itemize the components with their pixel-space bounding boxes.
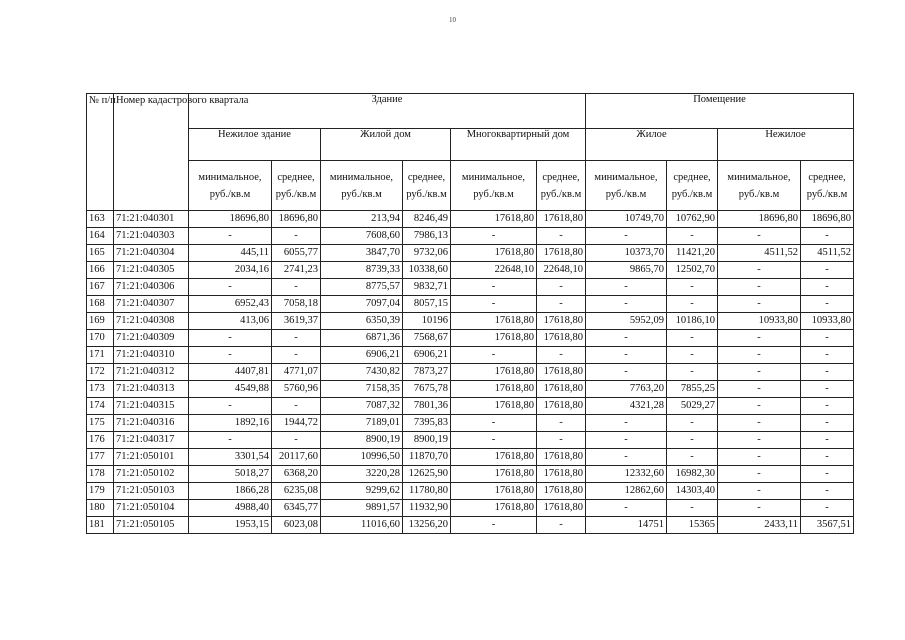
value-cell: 17618,80 <box>537 398 586 415</box>
value-cell: 4771,07 <box>272 364 321 381</box>
value-cell: 8246,49 <box>403 211 451 228</box>
value-cell: 17618,80 <box>451 500 537 517</box>
col-header-number: № п/п <box>87 94 114 211</box>
table-row <box>87 296 854 313</box>
value-cell: - <box>801 296 854 313</box>
row-number-cell: 175 <box>87 415 114 432</box>
page-number: 10 <box>449 16 456 24</box>
value-cell: 7395,83 <box>403 415 451 432</box>
table-row <box>87 262 854 279</box>
col-header-avg: среднее, руб./кв.м <box>667 161 718 211</box>
value-cell: 7675,78 <box>403 381 451 398</box>
cadastral-quarter-cell: 71:21:040301 <box>114 211 189 228</box>
value-cell: 10933,80 <box>718 313 801 330</box>
value-cell: - <box>718 466 801 483</box>
value-cell: - <box>451 228 537 245</box>
value-cell: - <box>586 296 667 313</box>
table-row <box>87 517 854 534</box>
value-cell: - <box>718 279 801 296</box>
value-cell: - <box>718 262 801 279</box>
value-cell: - <box>586 449 667 466</box>
value-cell: - <box>537 517 586 534</box>
cadastral-quarter-cell: 71:21:050102 <box>114 466 189 483</box>
value-cell: 8739,33 <box>321 262 403 279</box>
cadastral-quarter-cell: 71:21:040310 <box>114 347 189 364</box>
value-cell: - <box>667 296 718 313</box>
value-cell: - <box>272 330 321 347</box>
value-cell: 6906,21 <box>321 347 403 364</box>
value-cell: 17618,80 <box>451 245 537 262</box>
value-cell: - <box>586 432 667 449</box>
value-cell: 4511,52 <box>718 245 801 262</box>
value-cell: 3567,51 <box>801 517 854 534</box>
value-cell: 4549,88 <box>189 381 272 398</box>
value-cell: 4321,28 <box>586 398 667 415</box>
value-cell: 8057,15 <box>403 296 451 313</box>
value-cell: - <box>718 432 801 449</box>
value-cell: 3619,37 <box>272 313 321 330</box>
table-row <box>87 483 854 500</box>
value-cell: 10762,90 <box>667 211 718 228</box>
cadastral-value-table <box>86 93 854 534</box>
cadastral-quarter-cell: 71:21:040313 <box>114 381 189 398</box>
value-cell: 6871,36 <box>321 330 403 347</box>
table-body <box>87 211 854 534</box>
value-cell: - <box>801 279 854 296</box>
group-header-premises: Помещение <box>586 94 854 129</box>
value-cell: - <box>451 347 537 364</box>
row-number-cell: 180 <box>87 500 114 517</box>
row-number-cell: 169 <box>87 313 114 330</box>
row-number-cell: 171 <box>87 347 114 364</box>
value-cell: 5760,96 <box>272 381 321 398</box>
value-cell: 6350,39 <box>321 313 403 330</box>
value-cell: - <box>586 279 667 296</box>
value-cell: 17618,80 <box>451 364 537 381</box>
value-cell: 18696,80 <box>801 211 854 228</box>
value-cell: - <box>272 398 321 415</box>
value-cell: 6906,21 <box>403 347 451 364</box>
value-cell: 22648,10 <box>537 262 586 279</box>
value-cell: - <box>586 364 667 381</box>
value-cell: - <box>667 415 718 432</box>
value-cell: 17618,80 <box>537 364 586 381</box>
col-header-avg: среднее, руб./кв.м <box>403 161 451 211</box>
value-cell: - <box>718 500 801 517</box>
value-cell: - <box>451 279 537 296</box>
value-cell: 7058,18 <box>272 296 321 313</box>
cadastral-quarter-cell: 71:21:040306 <box>114 279 189 296</box>
value-cell: - <box>451 432 537 449</box>
value-cell: - <box>667 500 718 517</box>
value-cell: - <box>667 347 718 364</box>
value-cell: 2741,23 <box>272 262 321 279</box>
col-header-avg: среднее, руб./кв.м <box>272 161 321 211</box>
value-cell: 9891,57 <box>321 500 403 517</box>
value-cell: 11421,20 <box>667 245 718 262</box>
value-cell: 10933,80 <box>801 313 854 330</box>
value-cell: - <box>272 228 321 245</box>
value-cell: 8900,19 <box>403 432 451 449</box>
value-cell: 16982,30 <box>667 466 718 483</box>
value-cell: - <box>801 347 854 364</box>
row-number-cell: 177 <box>87 449 114 466</box>
value-cell: 6055,77 <box>272 245 321 262</box>
value-cell: - <box>718 415 801 432</box>
value-cell: - <box>189 279 272 296</box>
cadastral-quarter-cell: 71:21:040309 <box>114 330 189 347</box>
value-cell: - <box>537 432 586 449</box>
table-row <box>87 415 854 432</box>
value-cell: - <box>718 398 801 415</box>
value-cell: - <box>801 483 854 500</box>
value-cell: - <box>801 228 854 245</box>
value-cell: 17618,80 <box>537 245 586 262</box>
value-cell: 7801,36 <box>403 398 451 415</box>
value-cell: 7158,35 <box>321 381 403 398</box>
value-cell: 17618,80 <box>537 500 586 517</box>
col-header-cadastral-quarter: Номер кадастрового квартала <box>114 94 189 211</box>
value-cell: 17618,80 <box>537 381 586 398</box>
table-row <box>87 228 854 245</box>
table-row <box>87 398 854 415</box>
value-cell: 13256,20 <box>403 517 451 534</box>
value-cell: 10373,70 <box>586 245 667 262</box>
value-cell: 6952,43 <box>189 296 272 313</box>
value-cell: 7873,27 <box>403 364 451 381</box>
value-cell: - <box>189 347 272 364</box>
col-header-avg: среднее, руб./кв.м <box>801 161 854 211</box>
value-cell: 2433,11 <box>718 517 801 534</box>
value-cell: 7189,01 <box>321 415 403 432</box>
value-cell: 11932,90 <box>403 500 451 517</box>
value-cell: 6235,08 <box>272 483 321 500</box>
value-cell: - <box>801 466 854 483</box>
value-cell: - <box>537 228 586 245</box>
value-cell: 3220,28 <box>321 466 403 483</box>
table-row <box>87 211 854 228</box>
value-cell: 17618,80 <box>451 211 537 228</box>
subheader-residential-house: Жилой дом <box>321 129 451 161</box>
value-cell: 7568,67 <box>403 330 451 347</box>
value-cell: 17618,80 <box>451 398 537 415</box>
value-cell: - <box>801 432 854 449</box>
value-cell: - <box>586 228 667 245</box>
value-cell: 18696,80 <box>718 211 801 228</box>
value-cell: 7430,82 <box>321 364 403 381</box>
value-cell: 10996,50 <box>321 449 403 466</box>
value-cell: - <box>801 381 854 398</box>
table-row <box>87 347 854 364</box>
value-cell: - <box>272 279 321 296</box>
value-cell: - <box>718 483 801 500</box>
cadastral-quarter-cell: 71:21:040304 <box>114 245 189 262</box>
value-cell: 14751 <box>586 517 667 534</box>
value-cell: 10186,10 <box>667 313 718 330</box>
value-cell: - <box>537 279 586 296</box>
row-number-cell: 168 <box>87 296 114 313</box>
value-cell: 1866,28 <box>189 483 272 500</box>
value-cell: - <box>586 415 667 432</box>
value-cell: 11780,80 <box>403 483 451 500</box>
value-cell: 9299,62 <box>321 483 403 500</box>
row-number-cell: 165 <box>87 245 114 262</box>
value-cell: 17618,80 <box>537 330 586 347</box>
cadastral-quarter-cell: 71:21:040303 <box>114 228 189 245</box>
value-cell: 12625,90 <box>403 466 451 483</box>
value-cell: - <box>718 381 801 398</box>
value-cell: - <box>801 415 854 432</box>
value-cell: - <box>586 347 667 364</box>
group-header-building: Здание <box>189 94 586 129</box>
value-cell: 11016,60 <box>321 517 403 534</box>
value-cell: - <box>801 449 854 466</box>
cadastral-quarter-cell: 71:21:040317 <box>114 432 189 449</box>
value-cell: - <box>667 432 718 449</box>
table-row <box>87 381 854 398</box>
value-cell: 9732,06 <box>403 245 451 262</box>
value-cell: - <box>189 398 272 415</box>
value-cell: 5029,27 <box>667 398 718 415</box>
value-cell: 4511,52 <box>801 245 854 262</box>
table-row <box>87 432 854 449</box>
table-row <box>87 279 854 296</box>
value-cell: - <box>189 330 272 347</box>
value-cell: - <box>189 228 272 245</box>
value-cell: 1953,15 <box>189 517 272 534</box>
value-cell: 7087,32 <box>321 398 403 415</box>
value-cell: 12862,60 <box>586 483 667 500</box>
value-cell: 10749,70 <box>586 211 667 228</box>
value-cell: - <box>801 330 854 347</box>
value-cell: 17618,80 <box>537 483 586 500</box>
value-cell: - <box>718 364 801 381</box>
cadastral-quarter-cell: 71:21:040312 <box>114 364 189 381</box>
row-number-cell: 163 <box>87 211 114 228</box>
value-cell: 9832,71 <box>403 279 451 296</box>
value-cell: - <box>667 330 718 347</box>
value-cell: - <box>586 500 667 517</box>
cadastral-quarter-cell: 71:21:040315 <box>114 398 189 415</box>
value-cell: - <box>451 415 537 432</box>
subheader-residential-premises: Жилое <box>586 129 718 161</box>
row-number-cell: 181 <box>87 517 114 534</box>
value-cell: 1944,72 <box>272 415 321 432</box>
value-cell: - <box>718 347 801 364</box>
table-row <box>87 330 854 347</box>
value-cell: 17618,80 <box>451 313 537 330</box>
col-header-min: минимальное, руб./кв.м <box>451 161 537 211</box>
value-cell: 4988,40 <box>189 500 272 517</box>
value-cell: 17618,80 <box>537 466 586 483</box>
col-header-min: минимальное, руб./кв.м <box>321 161 403 211</box>
table-row <box>87 449 854 466</box>
table-row <box>87 364 854 381</box>
value-cell: - <box>718 296 801 313</box>
value-cell: - <box>272 347 321 364</box>
value-cell: 7097,04 <box>321 296 403 313</box>
table-row <box>87 466 854 483</box>
row-number-cell: 166 <box>87 262 114 279</box>
cadastral-quarter-cell: 71:21:050105 <box>114 517 189 534</box>
value-cell: 3847,70 <box>321 245 403 262</box>
subheader-nonresidential-building: Нежилое здание <box>189 129 321 161</box>
subheader-nonresidential-premises: Нежилое <box>718 129 854 161</box>
value-cell: 445,11 <box>189 245 272 262</box>
value-cell: 6345,77 <box>272 500 321 517</box>
value-cell: - <box>718 449 801 466</box>
value-cell: 5952,09 <box>586 313 667 330</box>
value-cell: 12332,60 <box>586 466 667 483</box>
col-header-avg: среднее, руб./кв.м <box>537 161 586 211</box>
value-cell: 3301,54 <box>189 449 272 466</box>
value-cell: - <box>537 415 586 432</box>
table-row <box>87 245 854 262</box>
value-cell: 15365 <box>667 517 718 534</box>
value-cell: 17618,80 <box>537 313 586 330</box>
value-cell: - <box>718 228 801 245</box>
value-cell: 5018,27 <box>189 466 272 483</box>
row-number-cell: 179 <box>87 483 114 500</box>
value-cell: 22648,10 <box>451 262 537 279</box>
col-header-min: минимальное, руб./кв.м <box>718 161 801 211</box>
cadastral-quarter-cell: 71:21:050103 <box>114 483 189 500</box>
value-cell: - <box>537 347 586 364</box>
value-cell: 17618,80 <box>451 330 537 347</box>
value-cell: 12502,70 <box>667 262 718 279</box>
value-cell: 4407,81 <box>189 364 272 381</box>
col-header-min: минимальное, руб./кв.м <box>586 161 667 211</box>
value-cell: - <box>189 432 272 449</box>
value-cell: - <box>801 398 854 415</box>
row-number-cell: 178 <box>87 466 114 483</box>
cadastral-quarter-cell: 71:21:040308 <box>114 313 189 330</box>
row-number-cell: 176 <box>87 432 114 449</box>
value-cell: 8775,57 <box>321 279 403 296</box>
value-cell: 18696,80 <box>189 211 272 228</box>
value-cell: - <box>801 500 854 517</box>
cadastral-quarter-cell: 71:21:050101 <box>114 449 189 466</box>
row-number-cell: 173 <box>87 381 114 398</box>
value-cell: 1892,16 <box>189 415 272 432</box>
value-cell: - <box>537 296 586 313</box>
value-cell: 413,06 <box>189 313 272 330</box>
row-number-cell: 164 <box>87 228 114 245</box>
value-cell: 14303,40 <box>667 483 718 500</box>
value-cell: 10196 <box>403 313 451 330</box>
value-cell: 7763,20 <box>586 381 667 398</box>
value-cell: 17618,80 <box>451 483 537 500</box>
row-number-cell: 170 <box>87 330 114 347</box>
value-cell: 2034,16 <box>189 262 272 279</box>
cadastral-quarter-cell: 71:21:040305 <box>114 262 189 279</box>
value-cell: - <box>667 228 718 245</box>
value-cell: 213,94 <box>321 211 403 228</box>
value-cell: 7608,60 <box>321 228 403 245</box>
value-cell: 9865,70 <box>586 262 667 279</box>
value-cell: 17618,80 <box>537 211 586 228</box>
value-cell: - <box>718 330 801 347</box>
value-cell: - <box>801 262 854 279</box>
value-cell: 6368,20 <box>272 466 321 483</box>
value-cell: 20117,60 <box>272 449 321 466</box>
table-row <box>87 313 854 330</box>
value-cell: 17618,80 <box>451 466 537 483</box>
row-number-cell: 167 <box>87 279 114 296</box>
value-cell: 17618,80 <box>537 449 586 466</box>
value-cell: 17618,80 <box>451 381 537 398</box>
cadastral-quarter-cell: 71:21:040316 <box>114 415 189 432</box>
row-number-cell: 174 <box>87 398 114 415</box>
value-cell: 11870,70 <box>403 449 451 466</box>
value-cell: 10338,60 <box>403 262 451 279</box>
table-row <box>87 500 854 517</box>
value-cell: - <box>272 432 321 449</box>
value-cell: - <box>801 364 854 381</box>
value-cell: 7855,25 <box>667 381 718 398</box>
value-cell: - <box>667 279 718 296</box>
cadastral-quarter-cell: 71:21:050104 <box>114 500 189 517</box>
value-cell: - <box>451 296 537 313</box>
value-cell: - <box>586 330 667 347</box>
subheader-apartment-building: Многоквартирный дом <box>451 129 586 161</box>
value-cell: - <box>667 449 718 466</box>
row-number-cell: 172 <box>87 364 114 381</box>
value-cell: 6023,08 <box>272 517 321 534</box>
col-header-min: минимальное, руб./кв.м <box>189 161 272 211</box>
value-cell: 18696,80 <box>272 211 321 228</box>
cadastral-quarter-cell: 71:21:040307 <box>114 296 189 313</box>
value-cell: 7986,13 <box>403 228 451 245</box>
value-cell: 8900,19 <box>321 432 403 449</box>
value-cell: - <box>451 517 537 534</box>
value-cell: - <box>667 364 718 381</box>
value-cell: 17618,80 <box>451 449 537 466</box>
